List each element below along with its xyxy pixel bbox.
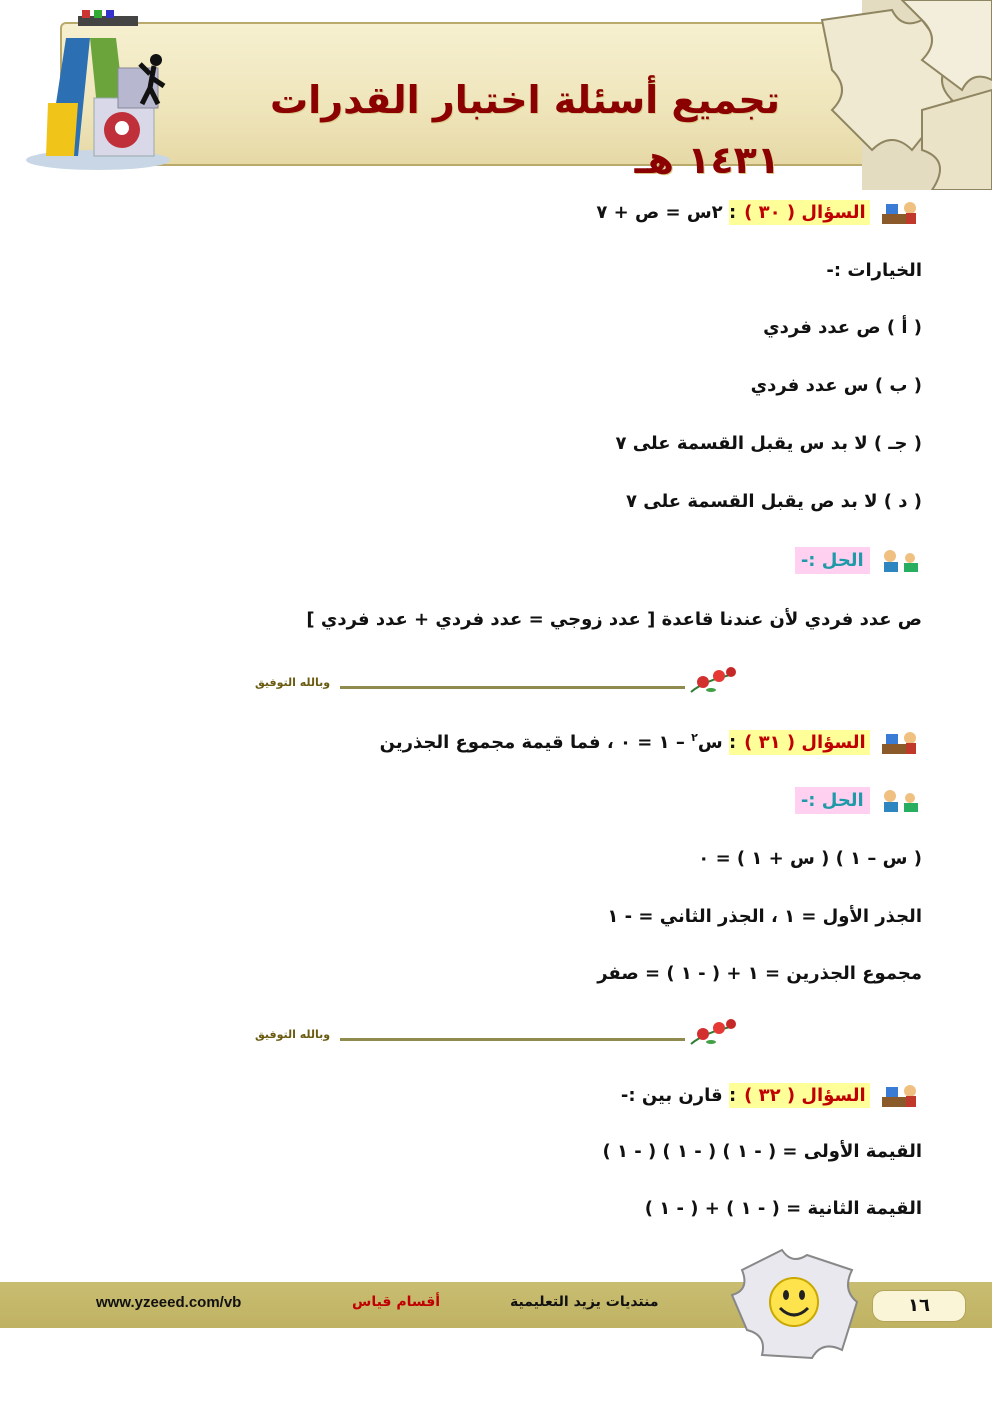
- q31-solution-heading: [795, 788, 922, 814]
- q30-solution-text: ص عدد فردي لأن عندنا قاعدة [ عدد زوجي = عدد فردي + عدد فردي ]: [306, 609, 922, 630]
- footer-forum-name: منتديات يزيد التعليمية: [510, 1294, 659, 1310]
- q31-step-2: الجذر الأول = ١ ، الجذر الثاني = - ١: [607, 906, 922, 927]
- q30-solution-heading: [795, 548, 922, 574]
- footer-url[interactable]: www.yzeeed.com/vb: [96, 1294, 242, 1311]
- letter-blocks-logo: [18, 8, 178, 178]
- question-text-var: س: [697, 732, 723, 753]
- question-icon: [880, 1083, 922, 1109]
- roses-icon: [685, 664, 741, 698]
- roses-icon: [685, 1016, 741, 1050]
- question-label: السؤال ( ٣٢ ): [740, 1083, 870, 1108]
- exponent: ٢: [691, 731, 698, 744]
- page-number: ١٦: [872, 1290, 966, 1322]
- divider-signature: وبالله التوفيق: [255, 676, 331, 689]
- question-text: ٢س = ص + ٧: [596, 202, 723, 223]
- question-icon: [880, 200, 922, 226]
- choice-d: ( د ) لا بد ص يقبل القسمة على ٧: [625, 491, 922, 512]
- page-header: [0, 0, 992, 190]
- question-colon: :: [729, 200, 740, 225]
- page-title: تجميع أسئلة اختبار القدرات ١٤٣١ هـ: [269, 78, 780, 182]
- solution-label: الحل :-: [795, 547, 870, 574]
- solution-icon: [880, 788, 922, 814]
- section-divider: [255, 1016, 735, 1052]
- divider-line: [340, 686, 685, 689]
- question-colon: :: [729, 1083, 740, 1108]
- section-divider: [255, 664, 735, 700]
- question-icon: [880, 730, 922, 756]
- divider-signature: وبالله التوفيق: [255, 1028, 331, 1041]
- q32-heading: [621, 1083, 922, 1109]
- question-label: السؤال ( ٣١ ): [740, 730, 870, 755]
- q31-heading: [380, 730, 922, 756]
- q32-line-2: القيمة الثانية = ( - ١ ) + ( - ١ ): [644, 1198, 922, 1219]
- question-text: قارن بين :-: [620, 1085, 723, 1106]
- question-colon: :: [729, 730, 740, 755]
- q32-line-1: القيمة الأولى = ( - ١ ) ( - ١ ) ( - ١ ): [602, 1141, 922, 1162]
- choice-b: ( ب ) س عدد فردي: [750, 375, 922, 396]
- q31-step-1: ( س – ١ ) ( س + ١ ) = ٠: [698, 848, 922, 869]
- solution-icon: [880, 548, 922, 574]
- choice-c: ( جـ ) لا بد س يقبل القسمة على ٧: [615, 433, 922, 454]
- q30-heading: [596, 200, 922, 226]
- divider-line: [340, 1038, 685, 1041]
- q31-step-3: مجموع الجذرين = ١ + ( - ١ ) = صفر: [597, 963, 922, 984]
- choices-title: الخيارات :-: [826, 260, 922, 281]
- puzzle-pieces-decoration: [802, 0, 992, 190]
- footer-section-link[interactable]: أقسام قياس: [352, 1294, 441, 1310]
- smiley-puzzle-icon: [722, 1240, 872, 1365]
- solution-label: الحل :-: [795, 787, 870, 814]
- question-label: السؤال ( ٣٠ ): [740, 200, 870, 225]
- choice-a: ( أ ) ص عدد فردي: [763, 317, 922, 338]
- question-text: – ١ = ٠ ، فما قيمة مجموع الجذرين: [379, 732, 692, 753]
